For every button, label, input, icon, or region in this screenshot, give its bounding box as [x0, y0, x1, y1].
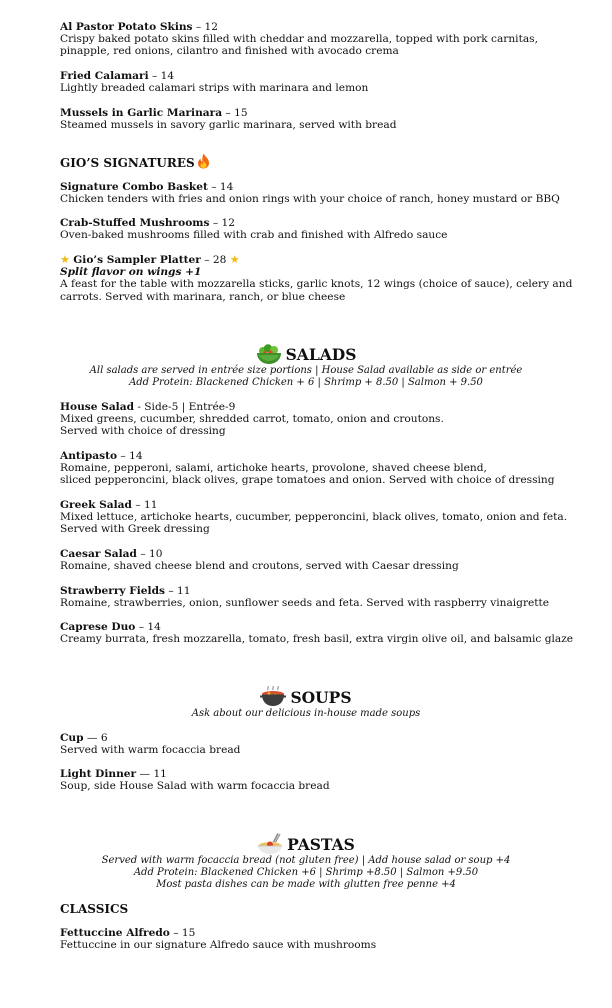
menu-item-mussels-garlic-marinara — [60, 107, 560, 131]
item-description: carrots. Served with marinara, ranch, or blue cheese — [60, 290, 346, 303]
menu-item-fettuccine-alfredo — [60, 927, 560, 951]
item-description: Mixed greens, cucumber, shredded carrot, tomato, onion and croutons. — [60, 413, 444, 426]
item-description: Served with Greek dressing — [60, 523, 210, 536]
item-price: – 10 — [136, 548, 163, 560]
item-description: Mixed lettuce, artichoke hearts, cucumber, pepperoncini, black olives, tomato, onion and feta. — [60, 511, 568, 524]
menu-item-gios-sampler-platter — [60, 253, 573, 303]
menu-item-al-pastor-potato-skins — [60, 21, 560, 58]
item-description: Lightly breaded calamari strips with marinara and lemon — [60, 82, 369, 95]
item-price: – 11 — [164, 585, 191, 597]
item-description: Creamy burrata, fresh mozzarella, tomato, fresh basil, extra virgin olive oil, and balsamic glaze — [60, 633, 574, 646]
item-name: Light Dinner — [60, 768, 137, 780]
item-description: Steamed mussels in savory garlic marinara, served with bread — [60, 119, 397, 132]
section-heading-salads: SALADS — [0, 343, 612, 369]
item-name: Strawberry Fields — [60, 585, 165, 597]
menu-item-cup — [60, 732, 560, 756]
item-price: – 28 — [200, 254, 227, 266]
menu-item-antipasto — [60, 450, 560, 487]
item-name: House Salad — [60, 401, 134, 413]
menu-item-strawberry-fields — [60, 585, 560, 609]
salads-protein-note: Add Protein: Blackened Chicken + 6 | Shrimp + 8.50 | Salmon + 9.50 — [129, 377, 483, 388]
item-description: Romaine, pepperoni, salami, artichoke hearts, provolone, shaved cheese blend, — [60, 462, 487, 475]
item-price: — 11 — [136, 768, 167, 780]
fire-icon — [196, 153, 211, 172]
item-name: Signature Combo Basket — [60, 181, 208, 193]
item-description: A feast for the table with mozzarella sticks, garlic knots, 12 wings (choice of sauce), celery and — [60, 278, 573, 291]
item-description: Served with choice of dressing — [60, 425, 226, 438]
item-price: – 12 — [192, 21, 219, 33]
section-heading-classics: CLASSICS — [60, 902, 129, 916]
item-price: – 15 — [169, 927, 196, 939]
menu-item-greek-salad — [60, 499, 568, 536]
menu-item-caprese-duo — [60, 621, 574, 646]
item-price: – 11 — [131, 499, 158, 511]
item-subnote: Split flavor on wings +1 — [60, 266, 202, 279]
item-price: – 14 — [207, 181, 234, 193]
section-heading-signatures: GIO’S SIGNATURES — [60, 153, 211, 172]
item-description: Romaine, shaved cheese blend and croutons, served with Caesar dressing — [60, 560, 459, 573]
item-name: Mussels in Garlic Marinara — [60, 107, 223, 119]
item-name: Antipasto — [60, 450, 118, 462]
item-description: sliced pepperoncini, black olives, grape tomatoes and onion. Served with choice of dressing — [60, 474, 555, 487]
item-price: – 14 — [117, 450, 143, 462]
soups-note: Ask about our delicious in-house made soups — [191, 708, 421, 719]
item-description: Romaine, strawberries, onion, sunflower seeds and feta. Served with raspberry vinaigrette — [60, 597, 550, 610]
item-price: – 14 — [148, 70, 175, 82]
item-name: Fried Calamari — [60, 70, 149, 82]
star-icon: ★ — [229, 253, 240, 266]
salads-note: All salads are served in entrée size portions | House Salad available as side or entrée — [89, 365, 523, 376]
item-price: – 14 — [135, 621, 161, 633]
item-price: – 15 — [222, 107, 248, 119]
item-name: Cup — [60, 732, 84, 744]
item-price: — 6 — [83, 732, 108, 744]
item-name: Greek Salad — [60, 499, 132, 511]
item-description: Soup, side House Salad with warm focaccia bread — [60, 780, 330, 793]
pastas-note: Served with warm focaccia bread (not gluten free) | Add house salad or soup +4 — [101, 855, 511, 866]
item-name: Al Pastor Potato Skins — [60, 21, 193, 33]
item-description: Crispy baked potato skins filled with cheddar and mozzarella, topped with pork carnitas, — [60, 33, 538, 46]
item-name: Gio’s Sampler Platter — [73, 254, 201, 266]
item-name: Fettuccine Alfredo — [60, 927, 170, 939]
pastas-protein-note: Add Protein: Blackened Chicken +6 | Shrimp +8.50 | Salmon +9.50 — [133, 867, 479, 878]
section-heading-soups: SOUPS — [0, 686, 612, 712]
item-name: Caprese Duo — [60, 621, 136, 633]
item-description: Fettuccine in our signature Alfredo sauce with mushrooms — [60, 939, 377, 952]
item-price: - Side-5 | Entrée-9 — [133, 401, 236, 413]
item-description: Oven-baked mushrooms filled with crab and finished with Alfredo sauce — [60, 229, 448, 242]
section-heading-pastas: PASTAS — [0, 833, 612, 859]
item-name: Caesar Salad — [60, 548, 137, 560]
menu-item-light-dinner — [60, 768, 560, 792]
menu-item-fried-calamari — [60, 70, 560, 94]
item-description: Chicken tenders with fries and onion rings with your choice of ranch, honey mustard or BBQ — [60, 193, 560, 206]
menu-item-signature-combo-basket — [60, 181, 560, 205]
menu-item-caesar-salad — [60, 548, 560, 572]
pastas-gluten-free-note: Most pasta dishes can be made with glutten free penne +4 — [156, 879, 456, 890]
item-description: Served with warm focaccia bread — [60, 744, 241, 757]
menu-item-crab-stuffed-mushrooms — [60, 217, 560, 241]
item-price: – 12 — [209, 217, 235, 229]
menu-item-house-salad — [60, 401, 560, 438]
item-description: pinapple, red onions, cilantro and finished with avocado crema — [60, 45, 399, 58]
item-name: Crab-Stuffed Mushrooms — [60, 217, 210, 229]
star-icon: ★ — [60, 253, 70, 266]
